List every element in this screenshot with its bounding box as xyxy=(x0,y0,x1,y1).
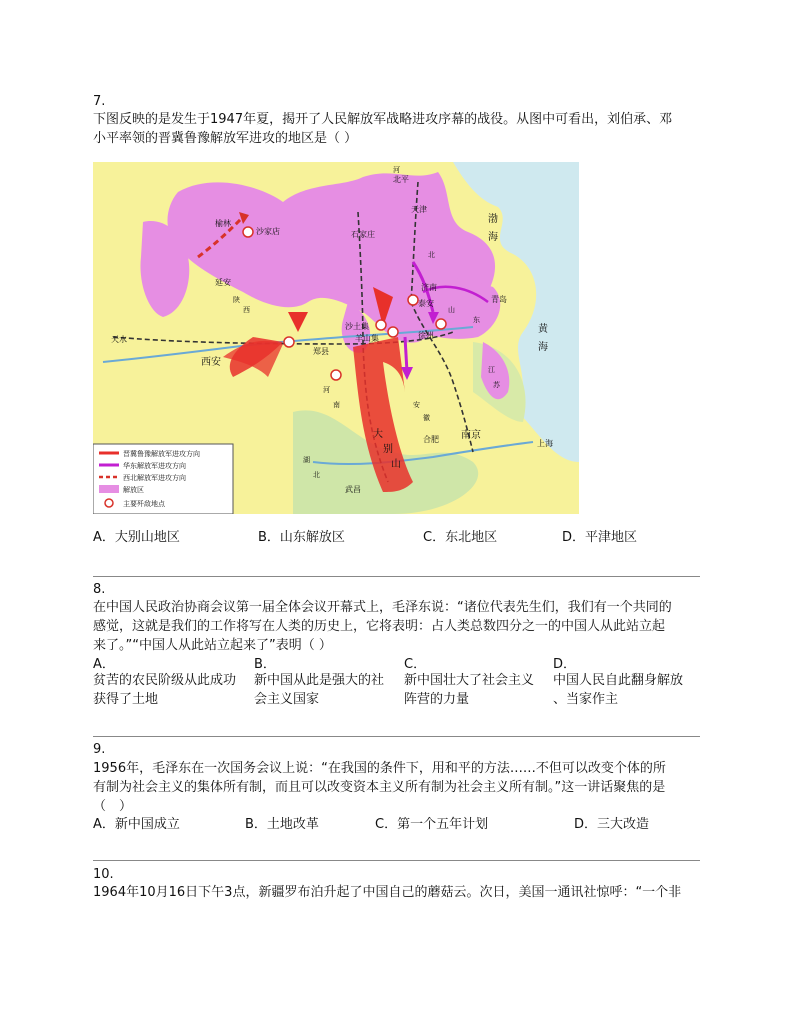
battle-marker-yangshanji xyxy=(388,327,398,337)
label-shajiadian: 沙家店 xyxy=(256,227,280,236)
sea-label-hai-2: 海 xyxy=(538,342,548,353)
prov-label-he: 河 xyxy=(393,166,400,174)
sea-label-bo: 渤 xyxy=(488,214,498,225)
q9-stem-line2: 有制为社会主义的集体所有制，而且可以改变资本主义所有制为社会主义所有制。”这一讲话聚焦的是 xyxy=(93,780,666,795)
q9-stem-line1: 1956年，毛泽东在一次国务会议上说：“在我国的条件下，用和平的方法……不但可以改变个体的所 xyxy=(93,761,666,776)
q9-stem-line3: （ ） xyxy=(93,799,133,814)
battle-marker-shatuji xyxy=(376,320,386,330)
q8-option-d-line1: 中国人民自此翻身解放 xyxy=(553,673,684,688)
prov-label-shaan: 陕 xyxy=(233,296,240,304)
label-yulin: 榆林 xyxy=(215,219,231,228)
q8-option-b-line1: 新中国从此是强大的社 xyxy=(254,673,385,688)
arrow-huadong-2 xyxy=(405,337,407,372)
q10-stem-line1: 1964年10月16日下午3点，新疆罗布泊升起了中国自己的蘑菇云。次日，美国一通讯社惊呼：“一个非 xyxy=(93,885,682,900)
label-nanjing: 南京 xyxy=(461,430,481,441)
q8-stem-line3: 来了。”“中国人从此站立起来了”表明（ ） xyxy=(93,638,332,653)
q10-number: 10. xyxy=(93,867,114,882)
legend-label-huadong: 华东解放军进攻方向 xyxy=(123,462,186,470)
q7-number: 7. xyxy=(93,94,106,109)
q8-option-b-line2: 会主义国家 xyxy=(254,692,320,707)
q7-option-a[interactable]: A．大别山地区 xyxy=(93,530,180,545)
label-shan: 山 xyxy=(391,459,401,470)
battle-marker-east xyxy=(436,319,446,329)
q8-option-a-letter: A． xyxy=(93,657,115,672)
prov-label-nan: 南 xyxy=(333,401,340,409)
prov-label-hui: 徽 xyxy=(423,414,430,422)
prov-label-xi: 西 xyxy=(243,306,250,314)
q8-number: 8. xyxy=(93,582,106,597)
q8-option-c-letter: C． xyxy=(404,657,427,672)
label-yangshanji: 羊山集 xyxy=(355,334,379,343)
prov-label-bei: 北 xyxy=(428,251,435,259)
q7-stem-line1: 下图反映的是发生于1947年夏，揭开了人民解放军战略进攻序幕的战役。从图中可看出，刘伯承、邓 xyxy=(93,112,673,127)
q8-option-d-letter: D． xyxy=(553,657,577,672)
label-tianjin: 天津 xyxy=(411,205,427,214)
q7-map xyxy=(93,162,579,514)
label-beiping: 北平 xyxy=(393,175,409,184)
battle-marker-zhengxian xyxy=(284,337,294,347)
prov-label-an: 安 xyxy=(413,401,420,409)
prov-label-dong: 东 xyxy=(473,316,480,324)
q7-option-d[interactable]: D．平津地区 xyxy=(562,530,638,545)
prov-label-he-2: 河 xyxy=(323,386,330,394)
prov-label-hu: 湖 xyxy=(303,456,310,464)
label-taian: 泰安 xyxy=(418,299,434,308)
prov-label-shan: 山 xyxy=(448,306,455,314)
label-da: 大 xyxy=(373,429,383,440)
q8-option-c-line1: 新中国壮大了社会主义 xyxy=(404,673,535,688)
legend-swatch-liberated xyxy=(99,485,119,493)
q7-option-c[interactable]: C．东北地区 xyxy=(423,530,498,545)
label-xuzhou: 徐州 xyxy=(418,331,434,340)
label-zhengxian: 郑县 xyxy=(313,347,329,356)
battle-marker-west xyxy=(331,370,341,380)
label-jinan: 济南 xyxy=(421,283,437,292)
prov-label-bei-2: 北 xyxy=(313,471,320,479)
q9-option-c[interactable]: C．第一个五年计划 xyxy=(375,817,489,832)
legend-label-jinjiluyu: 晋冀鲁豫解放军进攻方向 xyxy=(123,450,200,458)
q8-stem-line1: 在中国人民政治协商会议第一届全体会议开幕式上，毛泽东说：“诸位代表先生们，我们有一个共同的 xyxy=(93,600,672,615)
q8-option-c-line2: 阵营的力量 xyxy=(404,692,470,707)
legend-label-liberated: 解放区 xyxy=(123,486,144,494)
legend-label-battle: 主要歼敌地点 xyxy=(123,500,165,508)
prov-label-jiang: 江 xyxy=(488,366,495,374)
label-qingdao: 青岛 xyxy=(491,295,507,304)
label-shatuji: 沙土集 xyxy=(345,322,369,331)
prov-label-su: 苏 xyxy=(493,381,500,389)
q9-option-b[interactable]: B．土地改革 xyxy=(245,817,319,832)
battle-marker-shajiadian xyxy=(243,227,253,237)
label-yanan: 延安 xyxy=(215,278,231,287)
q9-option-d[interactable]: D．三大改造 xyxy=(574,817,650,832)
legend-swatch-battle xyxy=(105,499,113,507)
label-tianshui: 天水 xyxy=(111,335,127,344)
q9-option-a[interactable]: A．新中国成立 xyxy=(93,817,180,832)
sea-label-hai-1: 海 xyxy=(488,232,498,243)
map-svg xyxy=(93,162,579,514)
divider-q7-q8 xyxy=(93,576,700,577)
battle-marker-taian xyxy=(408,295,418,305)
q9-number: 9. xyxy=(93,742,106,757)
label-bie: 别 xyxy=(383,444,393,455)
q8-option-a-line1: 贫苦的农民阶级从此成功 xyxy=(93,673,237,688)
divider-q9-q10 xyxy=(93,860,700,861)
q7-option-b[interactable]: B．山东解放区 xyxy=(258,530,345,545)
q8-option-d-line2: 、当家作主 xyxy=(553,692,619,707)
label-wuchang: 武昌 xyxy=(345,485,361,494)
q8-stem-line2: 感觉，这就是我们的工作将写在人类的历史上，它将表明：占人类总数四分之一的中国人从此站立起 xyxy=(93,619,666,634)
q8-option-b-letter: B． xyxy=(254,657,276,672)
label-shanghai: 上海 xyxy=(537,439,553,448)
sea-label-huang: 黄 xyxy=(538,324,548,335)
divider-q8-q9 xyxy=(93,736,700,737)
q8-option-a-line2: 获得了土地 xyxy=(93,692,159,707)
label-xian: 西安 xyxy=(201,357,221,368)
q7-stem-line2: 小平率领的晋冀鲁豫解放军进攻的地区是（ ） xyxy=(93,131,358,146)
label-hefei: 合肥 xyxy=(423,435,439,444)
legend-label-xibei: 西北解放军进攻方向 xyxy=(123,474,186,482)
label-shijiazhuang: 石家庄 xyxy=(351,230,375,239)
